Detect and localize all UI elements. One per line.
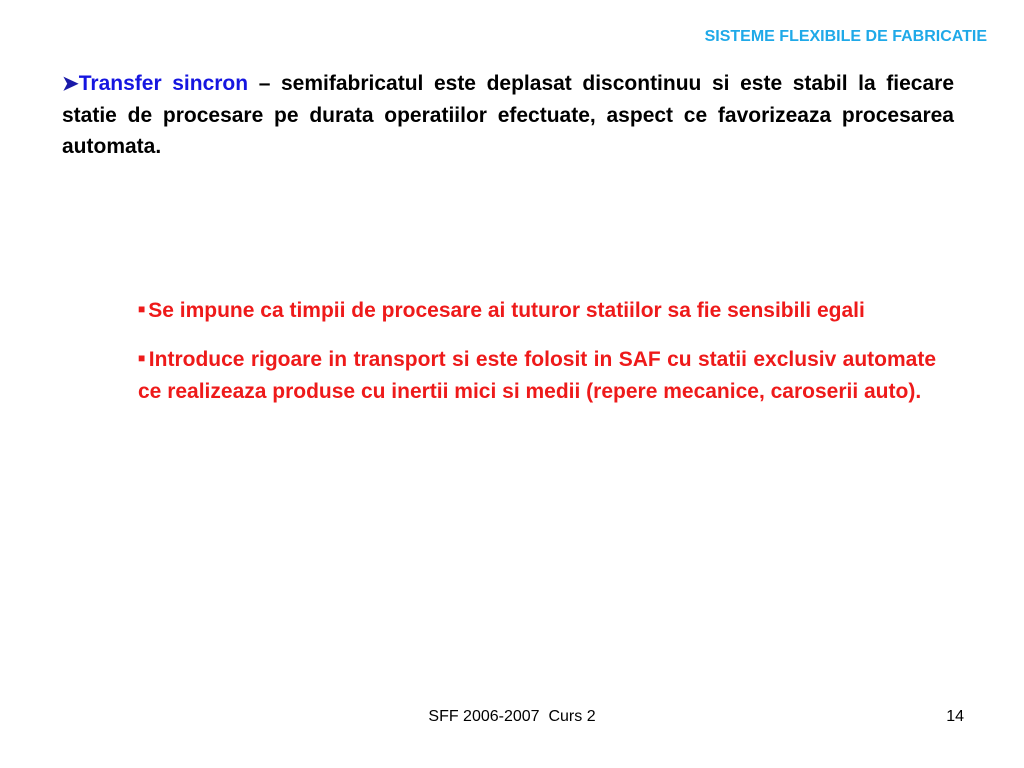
footer-course: SFF 2006-2007 Curs 2 [428, 708, 596, 725]
main-paragraph-text: – semifabricatul este deplasat discontinuu si este stabil la fiecare statie de procesare pe durata operatiilor efectuate, aspect ce favorizeaza procesarea automata. [62, 72, 954, 158]
arrow-bullet-icon: ➤ [62, 73, 79, 95]
square-bullet-icon: ■ [138, 351, 146, 365]
page-number: 14 [946, 708, 964, 725]
main-paragraph [62, 68, 954, 162]
sub-bullet-list [138, 296, 936, 424]
list-item [138, 345, 936, 407]
list-item-text: Introduce rigoare in transport si este folosit in SAF cu statii exclusiv automate ce realizeaza produse cu inertii mici si medii (repere mecanice, caroserii auto). [138, 348, 937, 403]
header-title: SISTEME FLEXIBILE DE FABRICATIE [704, 28, 987, 45]
term-label: Transfer sincron [78, 72, 249, 95]
square-bullet-icon: ■ [138, 302, 146, 316]
list-item [138, 296, 936, 328]
list-item-text: Se impune ca timpii de procesare ai tuturor statiilor sa fie sensibili egali [148, 299, 865, 322]
